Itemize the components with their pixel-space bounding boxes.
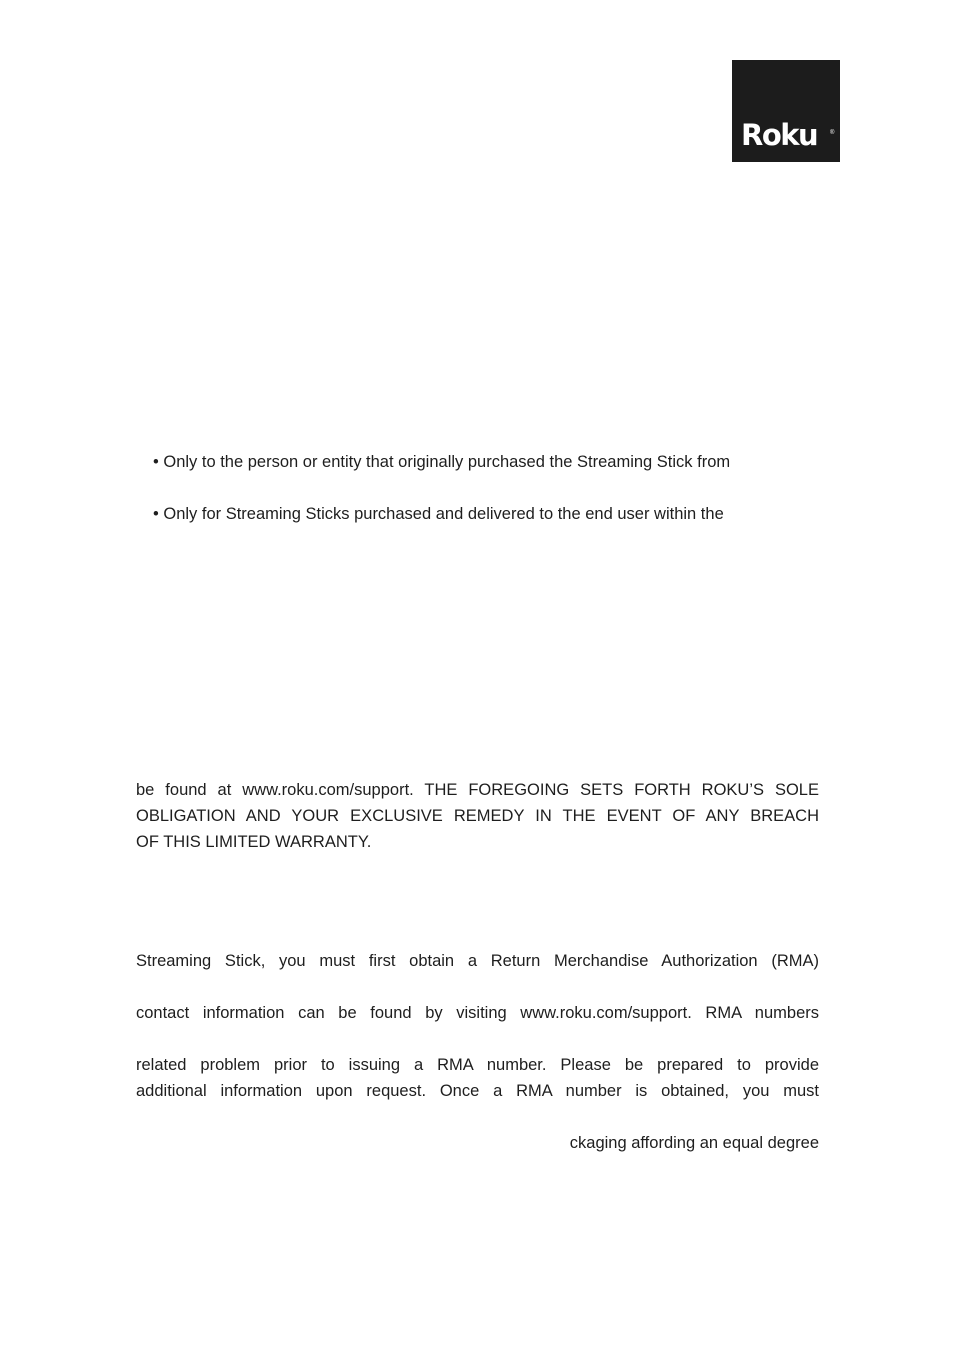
rma-text-line: ckaging affording an equal degree — [569, 1134, 819, 1152]
bullet-item-purchase-location: • Only for Streaming Sticks purchased and delivered to the end user within the — [153, 505, 724, 523]
registered-mark: ® — [830, 130, 835, 136]
rma-text-line: additional information upon request. Once a RMA number is obtained, you must — [136, 1082, 819, 1100]
bullet-item-original-purchaser: • Only to the person or entity that originally purchased the Streaming Stick from — [153, 453, 731, 471]
warranty-text-line: OF THIS LIMITED WARRANTY. — [136, 833, 372, 851]
warranty-text-line: OBLIGATION AND YOUR EXCLUSIVE REMEDY IN THE EVENT OF ANY BREACH — [136, 807, 819, 825]
roku-logo-text: Roku — [741, 118, 818, 152]
warranty-text-line: be found at www.roku.com/support. THE FOREGOING SETS FORTH ROKU’S SOLE — [136, 781, 819, 799]
rma-text-line: related problem prior to issuing a RMA number. Please be prepared to provide — [136, 1056, 819, 1074]
roku-logo — [732, 60, 840, 162]
rma-text-line: contact information can be found by visiting www.roku.com/support. RMA numbers — [136, 1004, 819, 1022]
rma-text-line: Streaming Stick, you must first obtain a Return Merchandise Authorization (RMA) — [136, 952, 819, 970]
